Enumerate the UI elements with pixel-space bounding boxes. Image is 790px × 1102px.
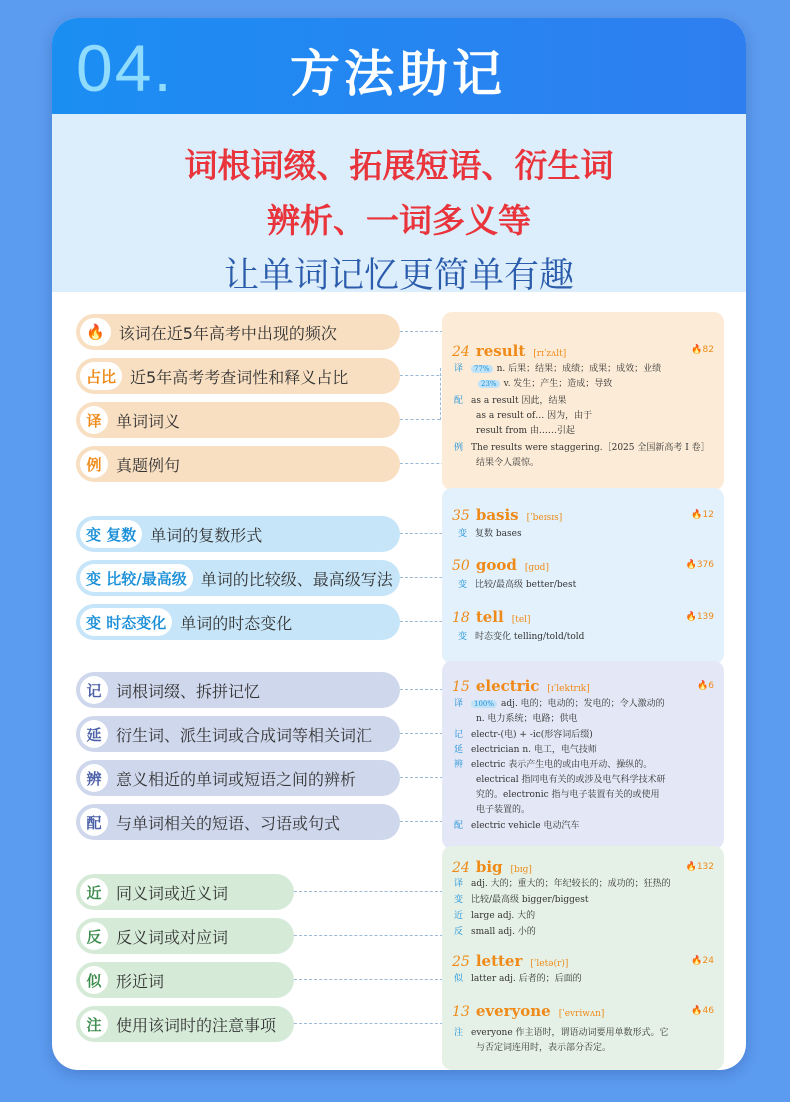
distinguish-text: electric 表示产生电的或由电开动、操纵的。 <box>471 760 653 770</box>
entry-number: 25 <box>452 954 470 970</box>
distinguish-text: electrical 指同电有关的或涉及电气科学技术研 <box>476 775 666 785</box>
entry-panel-result <box>442 312 724 490</box>
frequency-count: 🔥46 <box>691 1006 714 1016</box>
entry-number: 13 <box>452 1004 470 1020</box>
legend-tag: 似 <box>80 966 108 994</box>
legend-tag: 反 <box>80 922 108 950</box>
legend-meaning <box>76 402 400 438</box>
phrase-text: electric vehicle 电动汽车 <box>471 821 580 831</box>
similar-text: latter adj. 后者的；后面的 <box>471 974 582 984</box>
legend-collocation <box>76 804 400 840</box>
variant-text: 比较/最高级 bigger/biggest <box>471 895 589 905</box>
legend-text: 单词词义 <box>116 411 181 431</box>
variant-line <box>458 529 522 540</box>
headword: electric <box>475 677 540 695</box>
legend-tag: 变 复数 <box>80 520 142 548</box>
legend-text: 单词的复数形式 <box>150 525 263 545</box>
legend-text: 反义词或对应词 <box>116 927 229 947</box>
variant-line <box>458 580 576 591</box>
variant-text: 时态变化 telling/told/told <box>475 632 585 642</box>
headword-row <box>452 952 568 970</box>
headword: everyone <box>475 1002 551 1020</box>
label-si: 似 <box>454 974 464 984</box>
distinguish-text: 电子装置的。 <box>476 805 531 815</box>
note-text: everyone 作主语时，谓语动词要用单数形式。它 <box>471 1028 669 1038</box>
legend-tag: 配 <box>80 808 108 836</box>
legend-tag: 占比 <box>80 362 122 390</box>
phonetic: [ɡʊd] <box>524 563 549 573</box>
memory-text: electr-(电) + -ic(形容词后缀) <box>471 730 593 740</box>
legend-ratio <box>76 358 400 394</box>
frequency-value: 139 <box>696 612 714 622</box>
headword: tell <box>475 608 504 626</box>
headword-row <box>452 608 531 626</box>
legend-tag: 辨 <box>80 764 108 792</box>
note-line <box>454 1028 669 1039</box>
connector-line <box>294 935 458 936</box>
legend-text: 使用该词时的注意事项 <box>116 1015 277 1035</box>
definition-text: n. 电力系统；电路；供电 <box>476 714 578 724</box>
legend-roots <box>76 672 400 708</box>
definition-text: v. 发生；产生；造成；导致 <box>503 379 613 389</box>
headword: letter <box>475 952 523 970</box>
entry-number: 18 <box>452 610 470 626</box>
headword-row <box>452 342 566 360</box>
connector-line <box>440 368 441 420</box>
antonym-text: small adj. 小的 <box>471 927 536 937</box>
intro-line-3: 让单词记忆更简单有趣 <box>223 256 574 296</box>
definition-line <box>454 879 671 890</box>
legend-text: 真题例句 <box>116 455 181 475</box>
legend-tag: 变 时态变化 <box>80 608 172 636</box>
example-line <box>454 443 710 454</box>
label-yi: 译 <box>454 364 464 374</box>
legend-text: 意义相近的单词或短语之间的辨析 <box>116 769 357 789</box>
label-yan: 延 <box>454 745 464 755</box>
headword-row <box>452 677 590 695</box>
section-number: 04. <box>76 31 174 105</box>
fire-icon: 🔥 <box>80 318 111 346</box>
section-title: 方法助记 <box>290 45 506 103</box>
label-pei: 配 <box>454 396 464 406</box>
legend-tag: 注 <box>80 1010 108 1038</box>
entry-panel-relations <box>442 846 724 1070</box>
frequency-count: 🔥139 <box>685 612 714 622</box>
label-fan: 反 <box>454 927 464 937</box>
legend-antonym <box>76 918 294 954</box>
connector-line <box>400 419 440 420</box>
headword: basis <box>475 506 519 524</box>
legend-tense <box>76 604 400 640</box>
entry-number: 15 <box>452 679 470 695</box>
frequency-count: 🔥376 <box>685 560 714 570</box>
headword-row <box>452 858 532 876</box>
phonetic: [rɪˈzʌlt] <box>533 349 567 359</box>
example-text: The results were staggering.［2025 全国新高考 Ⅰ 卷］ <box>471 443 710 453</box>
headword: good <box>475 556 517 574</box>
frequency-count: 🔥6 <box>697 681 714 691</box>
entry-number: 35 <box>452 508 470 524</box>
intro-line-2: 辨析、一词多义等 <box>267 201 531 240</box>
legend-tag: 近 <box>80 878 108 906</box>
label-bian: 变 <box>458 529 468 539</box>
definition-line <box>478 379 612 390</box>
label-pei: 配 <box>454 821 464 831</box>
legend-text: 该词在近5年高考中出现的频次 <box>118 323 337 343</box>
definition-text: n. 后果；结果；成绩；成果；成效；业绩 <box>496 364 662 374</box>
legend-example <box>76 446 400 482</box>
legend-text: 与单词相关的短语、习语或句式 <box>116 813 341 833</box>
ratio-badge: 23% <box>478 380 500 388</box>
entry-panel-electric <box>442 661 724 849</box>
phonetic: [tel] <box>511 615 531 625</box>
connector-line <box>294 1023 458 1024</box>
phrase-text: as a result of… 因为，由于 <box>476 411 593 421</box>
headword: result <box>475 342 526 360</box>
similar-line <box>454 974 582 985</box>
variant-line <box>458 632 584 643</box>
label-bian: 变 <box>458 632 468 642</box>
synonym-text: large adj. 大的 <box>471 911 536 921</box>
label-ji: 记 <box>454 730 464 740</box>
frequency-count: 🔥82 <box>691 345 714 355</box>
frequency-value: 132 <box>696 862 714 872</box>
distinguish-line <box>454 760 652 771</box>
label-bian: 辨 <box>454 760 464 770</box>
phrase-line <box>454 396 567 407</box>
legend-comparative <box>76 560 400 596</box>
variant-text: 比较/最高级 better/best <box>475 580 577 590</box>
intro-box <box>52 114 746 296</box>
derived-text: electrician n. 电工，电气技师 <box>471 745 597 755</box>
entry-number: 50 <box>452 558 470 574</box>
legend-frequency <box>76 314 400 350</box>
example-translation: 结果令人震惊。 <box>476 458 540 468</box>
headword-row <box>452 556 549 574</box>
ratio-badge: 100% <box>471 700 497 708</box>
legend-tag: 记 <box>80 676 108 704</box>
frequency-count: 🔥24 <box>691 956 714 966</box>
phonetic: [bɪɡ] <box>510 865 532 875</box>
frequency-value: 82 <box>702 345 714 355</box>
derived-line <box>454 745 597 756</box>
headword-row <box>452 1002 604 1020</box>
legend-text: 近5年高考考查词性和释义占比 <box>130 367 349 387</box>
frequency-count: 🔥12 <box>691 510 714 520</box>
legend-text: 词根词缀、拆拼记忆 <box>116 681 261 701</box>
connector-line <box>294 979 458 980</box>
entry-number: 24 <box>452 344 470 360</box>
legend-derived <box>76 716 400 752</box>
entry-panel-variants <box>442 488 724 664</box>
phrase-line <box>454 821 579 832</box>
label-yi: 译 <box>454 879 464 889</box>
phonetic: [ˈbeɪsɪs] <box>526 513 563 523</box>
antonym-line <box>454 927 536 938</box>
definition-text: adj. 大的；重大的；年纪较长的；成功的；狂热的 <box>471 879 671 889</box>
legend-text: 同义词或近义词 <box>116 883 229 903</box>
phrase-text: result from 由……引起 <box>476 426 575 436</box>
label-bian: 变 <box>458 580 468 590</box>
frequency-value: 46 <box>702 1006 714 1016</box>
legend-text: 形近词 <box>116 971 165 991</box>
label-li: 例 <box>454 443 464 453</box>
headword: big <box>475 858 503 876</box>
legend-note <box>76 1006 294 1042</box>
label-bian: 变 <box>454 895 464 905</box>
phonetic: [ɪˈlektrɪk] <box>547 684 590 694</box>
phrase-text: as a result 因此，结果 <box>471 396 567 406</box>
entry-number: 24 <box>452 860 470 876</box>
ratio-badge: 77% <box>471 365 493 373</box>
legend-tag: 译 <box>80 406 108 434</box>
variant-line <box>454 895 588 906</box>
legend-text: 衍生词、派生词或合成词等相关词汇 <box>116 725 373 745</box>
legend-similar <box>76 962 294 998</box>
legend-text: 单词的比较级、最高级写法 <box>200 569 393 589</box>
legend-distinguish <box>76 760 400 796</box>
legend-plural <box>76 516 400 552</box>
variant-text: 复数 bases <box>475 529 522 539</box>
legend-tag: 例 <box>80 450 108 478</box>
phonetic: [ˈletə(r)] <box>530 959 569 969</box>
method-card <box>52 18 746 1070</box>
legend-tag: 变 比较/最高级 <box>80 564 193 592</box>
frequency-value: 24 <box>702 956 714 966</box>
frequency-value: 376 <box>696 560 714 570</box>
memory-line <box>454 730 593 741</box>
phonetic: [ˈevriwʌn] <box>558 1009 605 1019</box>
label-zhu: 注 <box>454 1028 464 1038</box>
connector-line <box>294 891 458 892</box>
headword-row <box>452 506 562 524</box>
label-jin: 近 <box>454 911 464 921</box>
legend-synonym <box>76 874 294 910</box>
definition-text: adj. 电的；电动的；发电的；令人激动的 <box>501 699 665 709</box>
distinguish-text: 究的。electronic 指与电子装置有关的或使用 <box>476 790 660 800</box>
intro-line-1: 词根词缀、拓展短语、衍生词 <box>184 146 614 185</box>
definition-line <box>454 364 661 375</box>
legend-tag: 延 <box>80 720 108 748</box>
frequency-count: 🔥132 <box>685 862 714 872</box>
note-text: 与否定词连用时，表示部分否定。 <box>476 1043 612 1053</box>
synonym-line <box>454 911 535 922</box>
legend-text: 单词的时态变化 <box>180 613 293 633</box>
frequency-value: 6 <box>708 681 714 691</box>
definition-line <box>454 699 665 710</box>
card-header <box>52 18 746 114</box>
frequency-value: 12 <box>702 510 714 520</box>
label-yi: 译 <box>454 699 464 709</box>
